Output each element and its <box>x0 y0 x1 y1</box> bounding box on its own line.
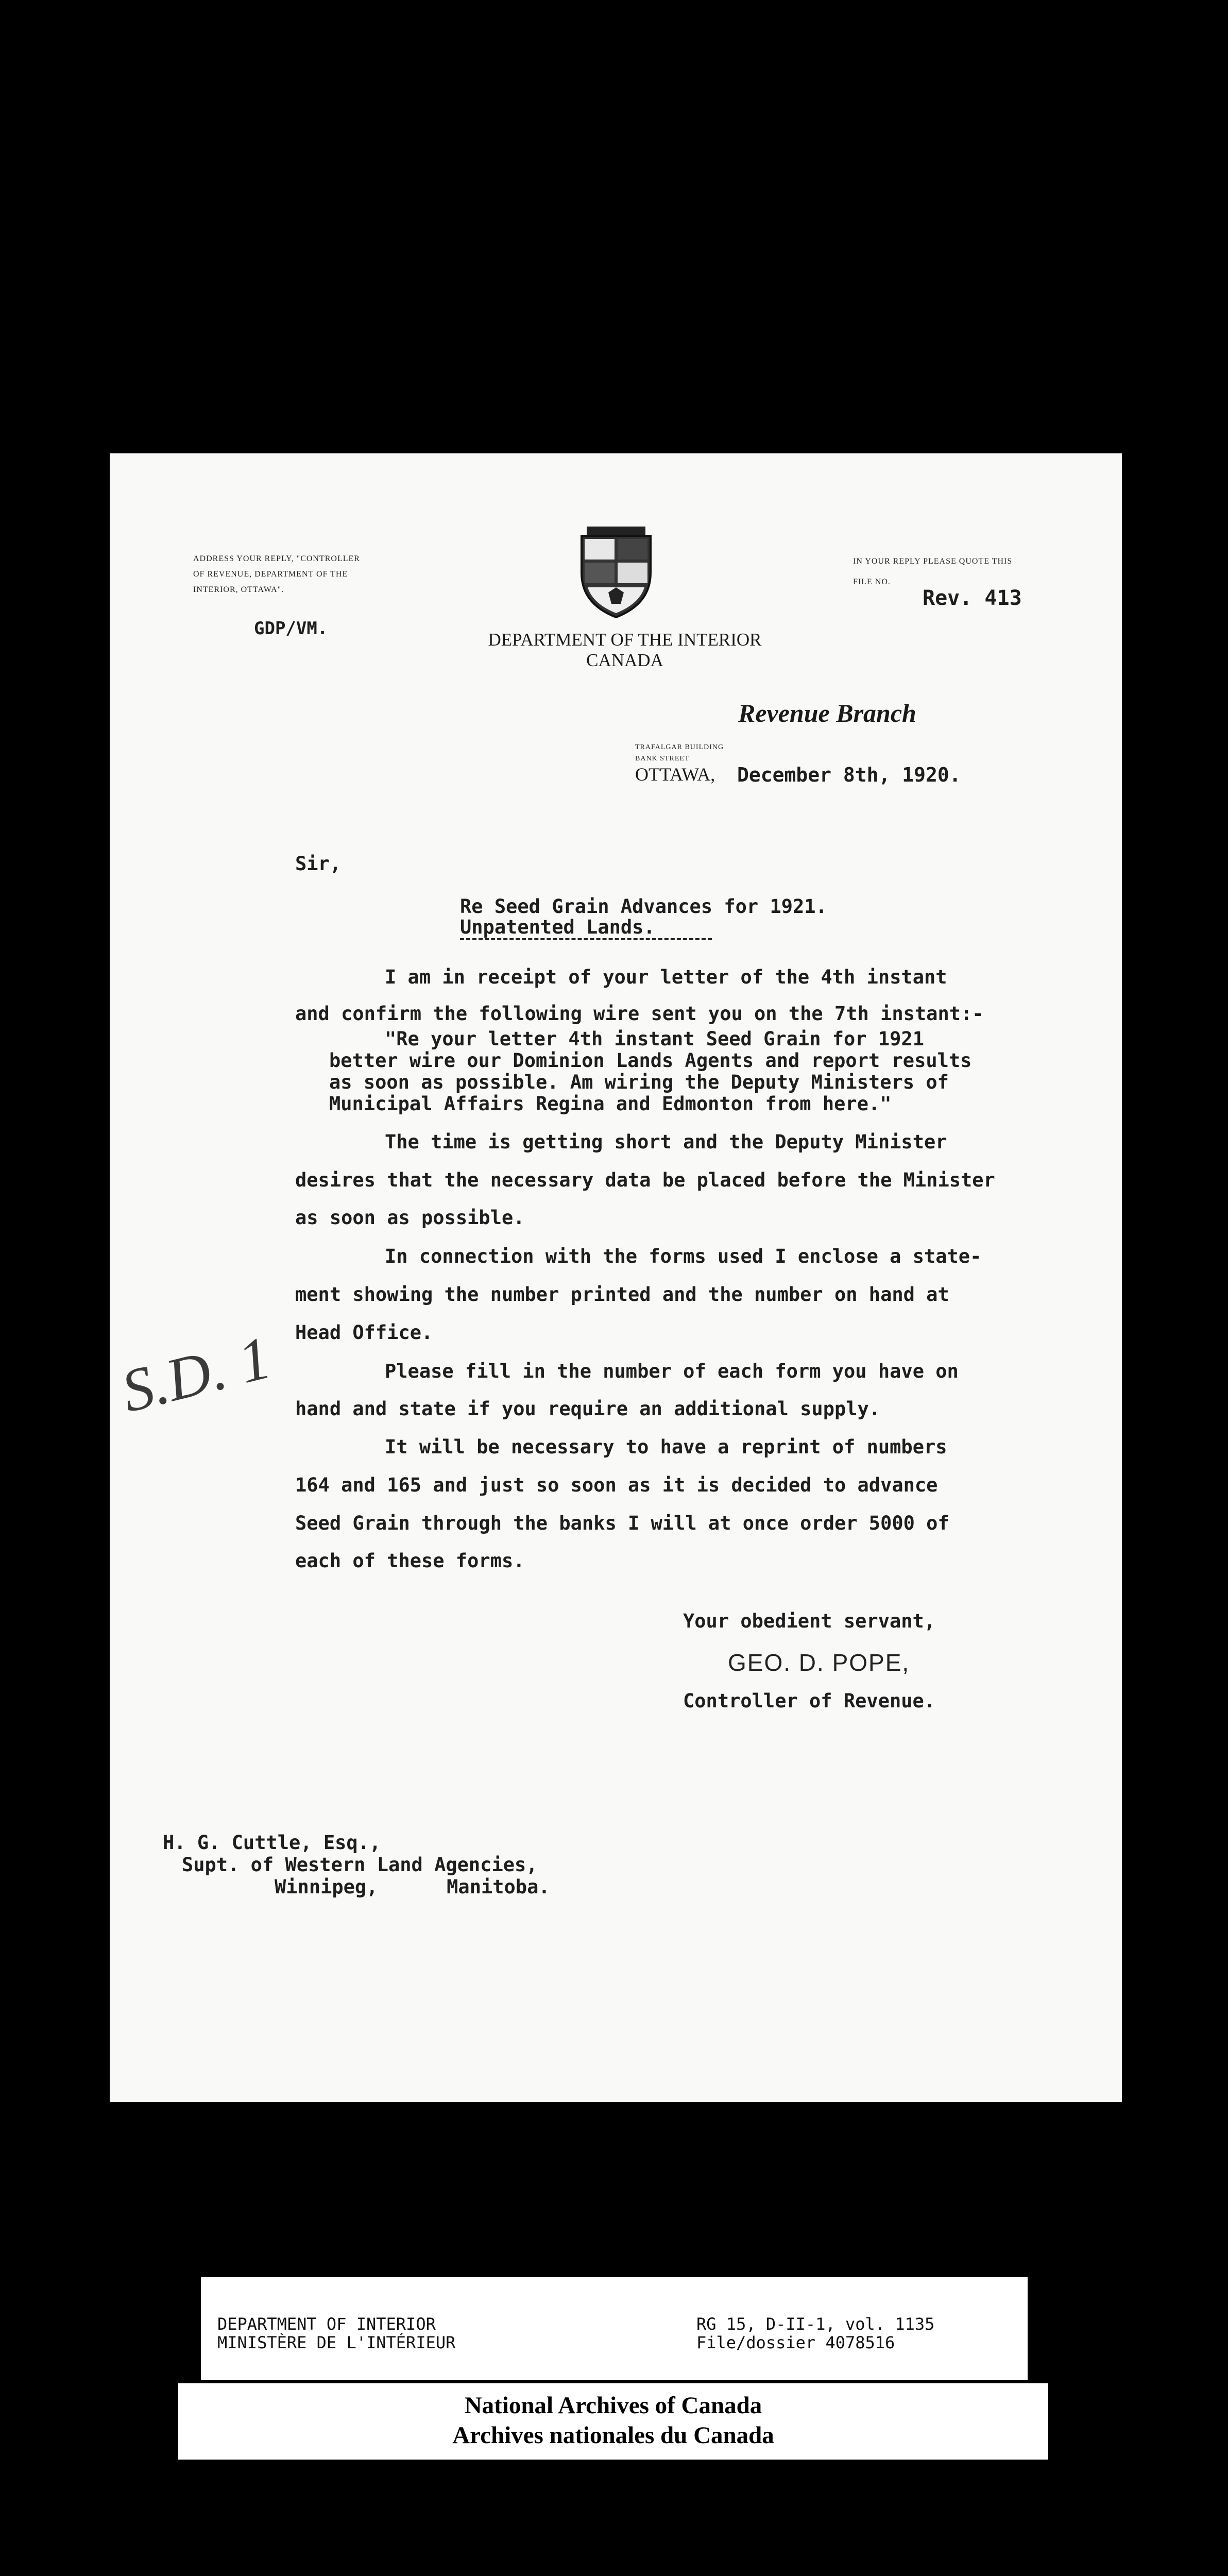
recipient-line: Winnipeg, Manitoba. <box>275 1876 550 1898</box>
archives-banner <box>178 2383 1048 2460</box>
signature: GEO. D. POPE, <box>728 1649 910 1676</box>
file-number: Rev. 413 <box>923 586 1022 610</box>
branch-name: Revenue Branch <box>738 699 916 727</box>
building-name: TRAFALGAR BUILDING <box>635 743 724 751</box>
subject-line: Unpatented Lands. <box>460 916 712 940</box>
wire-line: Municipal Affairs Regina and Edmonton from here." <box>329 1093 892 1115</box>
initials: GDP/VM. <box>254 618 328 639</box>
reply-note-line: ADDRESS YOUR REPLY, "CONTROLLER <box>193 554 360 563</box>
paragraph-line: hand and state if you require an additional supply. <box>295 1398 881 1420</box>
paragraph-line: Please fill in the number of each form you have on <box>385 1360 959 1382</box>
wire-line: as soon as possible. Am wiring the Deputy Ministers of <box>329 1071 949 1093</box>
archives-name-english: National Archives of Canada <box>464 2392 762 2419</box>
department-english: DEPARTMENT OF INTERIOR <box>217 2314 436 2334</box>
subject-line: Re Seed Grain Advances for 1921. <box>460 895 827 918</box>
archive-reference: RG 15, D-II-1, vol. 1135 <box>696 2314 935 2334</box>
paragraph-line: ment showing the number printed and the number on hand at <box>295 1283 949 1306</box>
letter-date: December 8th, 1920. <box>737 764 961 786</box>
quote-note-line: IN YOUR REPLY PLEASE QUOTE THIS <box>853 557 1013 566</box>
closing: Your obedient servant, <box>683 1610 936 1632</box>
paragraph-line: The time is getting short and the Deputy Minister <box>385 1131 947 1153</box>
paragraph-line: It will be necessary to have a reprint of numbers <box>385 1436 947 1458</box>
paragraph-line: 164 and 165 and just so soon as it is decided to advance <box>295 1474 938 1496</box>
signatory-title: Controller of Revenue. <box>683 1690 936 1712</box>
quote-note-line: FILE NO. <box>853 578 891 586</box>
coat-of-arms-emblem <box>577 527 655 618</box>
paragraph-line: desires that the necessary data be placed before the Minister <box>295 1169 995 1191</box>
paragraph-line: I am in receipt of your letter of the 4th instant <box>385 966 947 988</box>
reply-note <box>193 551 360 598</box>
archives-name-french: Archives nationales du Canada <box>452 2422 774 2449</box>
reply-note-line: INTERIOR, OTTAWA". <box>193 585 284 594</box>
paragraph-line: and confirm the following wire sent you on the 7th instant:- <box>295 1003 984 1025</box>
paragraph-line: Seed Grain through the banks I will at once order 5000 of <box>295 1512 949 1534</box>
building-address <box>635 742 724 765</box>
department-heading <box>455 630 795 671</box>
country-name: CANADA <box>586 650 663 670</box>
letter-page <box>110 453 1122 2102</box>
paragraph-line: as soon as possible. <box>295 1207 525 1229</box>
department-name: DEPARTMENT OF THE INTERIOR <box>488 630 762 650</box>
archive-file-number: File/dossier 4078516 <box>696 2333 895 2352</box>
margin-note: S.D. 1 <box>115 1323 278 1426</box>
recipient-line: Supt. of Western Land Agencies, <box>182 1854 538 1876</box>
recipient-line: H. G. Cuttle, Esq., <box>163 1832 381 1854</box>
department-french: MINISTÈRE DE L'INTÉRIEUR <box>217 2333 456 2352</box>
city: OTTAWA, <box>635 764 715 785</box>
reply-note-line: OF REVENUE, DEPARTMENT OF THE <box>193 570 348 579</box>
paragraph-line: In connection with the forms used I enclose a state- <box>385 1245 982 1267</box>
wire-line: better wire our Dominion Lands Agents and report results <box>329 1049 972 1072</box>
salutation: Sir, <box>295 853 342 875</box>
paragraph-line: each of these forms. <box>295 1550 525 1572</box>
paragraph-line: Head Office. <box>295 1321 433 1344</box>
street-name: BANK STREET <box>635 755 690 762</box>
archive-label <box>201 2277 1028 2380</box>
wire-line: "Re your letter 4th instant Seed Grain for 1921 <box>385 1028 924 1050</box>
